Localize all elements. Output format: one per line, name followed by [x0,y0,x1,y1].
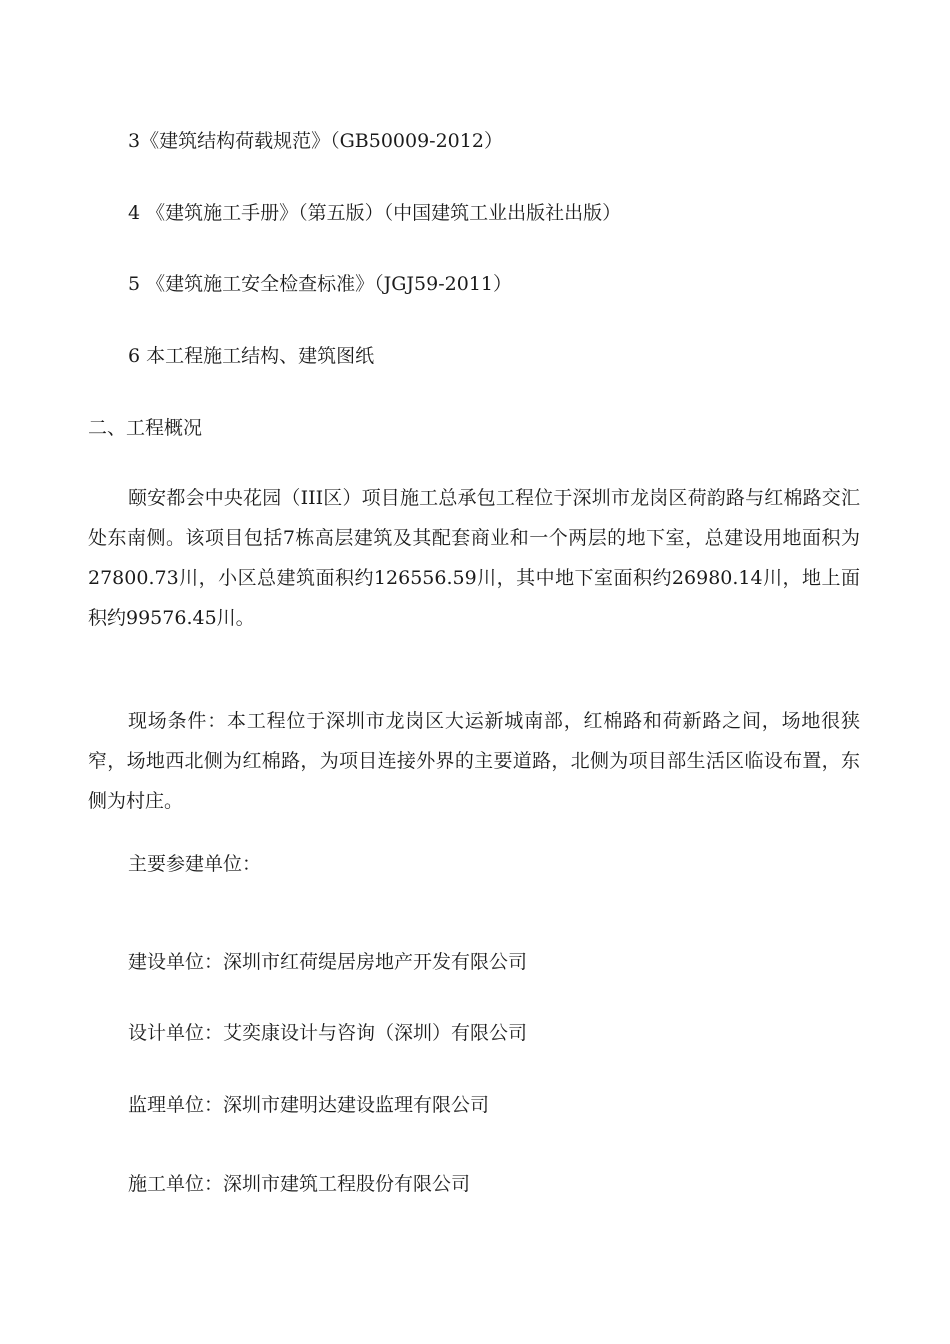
supervision-unit-line: 监理单位：深圳市建明达建设监理有限公司 [128,1094,490,1116]
reference-item-6: 6 本工程施工结构、建筑图纸 [128,345,375,367]
participating-units-title: 主要参建单位： [128,853,262,875]
reference-item-4: 4 《建筑施工手册》（第五版）（中国建筑工业出版社出版） [128,202,622,224]
section-heading: 二、工程概况 [88,417,203,439]
reference-item-3: 3《建筑结构荷载规范》（GB50009-2012） [128,130,503,152]
construction-unit-line: 施工单位：深圳市建筑工程股份有限公司 [128,1173,471,1195]
project-overview-paragraph: 颐安都会中央花园（III区）项目施工总承包工程位于深圳市龙岗区荷韵路与红棉路交汇处东南侧。该项目包括7栋高层建筑及其配套商业和一个两层的地下室，总建设用地面积为27800.73川，小区总建筑面积约126556.59川，其中地下室面积约26980.14川，地上面积约99576.45川。 [88,487,860,629]
reference-item-5: 5 《建筑施工安全检查标准》（JGJ59-2011） [128,273,512,295]
construction-owner-line: 建设单位：深圳市红荷缇居房地产开发有限公司 [128,951,528,973]
design-unit-line: 设计单位：艾奕康设计与咨询（深圳）有限公司 [128,1022,528,1044]
site-conditions-paragraph: 现场条件：本工程位于深圳市龙岗区大运新城南部，红棉路和荷新路之间，场地很狭窄，场地西北侧为红棉路，为项目连接外界的主要道路，北侧为项目部生活区临设布置，东侧为村庄。 [88,710,860,812]
